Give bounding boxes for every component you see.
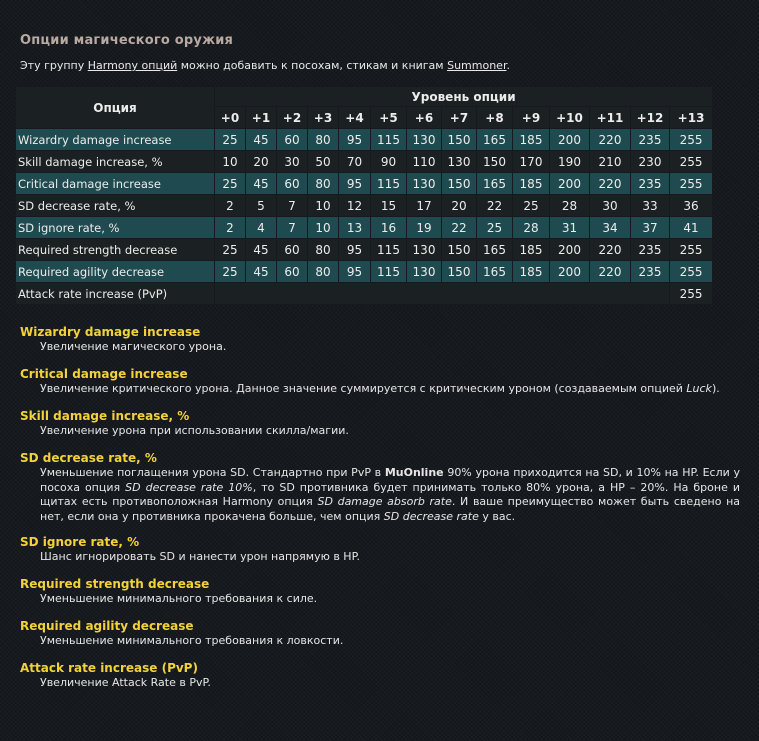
option-name-cell: SD ignore rate, % <box>16 217 215 239</box>
value-cell: 25 <box>215 129 246 151</box>
value-cell: 10 <box>308 195 339 217</box>
option-name-cell: Wizardry damage increase <box>16 129 215 151</box>
description-text: Увеличение Attack Rate в PvP. <box>40 676 211 689</box>
value-cell: 150 <box>442 239 477 261</box>
value-cell: 200 <box>550 261 590 283</box>
description-text: Уменьшение минимального требования к ловкости. <box>40 634 344 647</box>
value-cell: 130 <box>407 129 442 151</box>
value-cell: 25 <box>477 217 513 239</box>
description-text-part: Luck <box>686 382 712 395</box>
value-cell: 2 <box>215 217 246 239</box>
value-cell: 30 <box>590 195 631 217</box>
description-title: Attack rate increase (PvP) <box>20 661 198 675</box>
value-cell: 220 <box>590 261 631 283</box>
value-cell: 7 <box>277 195 308 217</box>
option-name-cell: Attack rate increase (PvP) <box>16 283 215 305</box>
value-cell: 12 <box>339 195 371 217</box>
value-cell: 37 <box>631 217 670 239</box>
value-cell: 60 <box>277 261 308 283</box>
value-cell: 45 <box>246 129 277 151</box>
option-column-header: Опция <box>16 87 215 129</box>
level-header: +5 <box>371 107 407 129</box>
value-cell: 95 <box>339 173 371 195</box>
value-cell: 22 <box>477 195 513 217</box>
option-name-cell: Skill damage increase, % <box>16 151 215 173</box>
value-cell: 20 <box>442 195 477 217</box>
value-cell: 150 <box>442 129 477 151</box>
description-text-part: . И ваше преимущество может быть сведено на нет, если она у противника прокачена больше, чем опция <box>40 495 741 523</box>
table-row <box>16 239 713 261</box>
description-block <box>20 577 740 607</box>
value-cell: 170 <box>513 151 550 173</box>
level-header: +3 <box>308 107 339 129</box>
value-cell: 90 <box>371 151 407 173</box>
value-cell: 220 <box>590 129 631 151</box>
description-text: Уменьшение минимального требования к силе. <box>40 592 318 605</box>
value-cell: 22 <box>442 217 477 239</box>
table-row <box>16 217 713 239</box>
value-cell: 200 <box>550 173 590 195</box>
value-cell: 130 <box>442 151 477 173</box>
description-text-part: SD decrease rate 10% <box>125 480 253 494</box>
value-cell: 185 <box>513 239 550 261</box>
option-name-cell: Required agility decrease <box>16 261 215 283</box>
table-row <box>16 129 713 151</box>
level-header: +10 <box>550 107 590 129</box>
value-cell: 110 <box>407 151 442 173</box>
level-header: +0 <box>215 107 246 129</box>
value-cell: 230 <box>631 151 670 173</box>
value-cell: 70 <box>339 151 371 173</box>
value-cell: 115 <box>371 129 407 151</box>
level-header: +1 <box>246 107 277 129</box>
value-cell: 255 <box>670 283 713 305</box>
table-row <box>16 195 713 217</box>
value-cell: 25 <box>513 195 550 217</box>
value-cell: 4 <box>246 217 277 239</box>
value-cell: 80 <box>308 261 339 283</box>
value-cell: 60 <box>277 173 308 195</box>
description-title: Required strength decrease <box>20 577 210 591</box>
description-title: Wizardry damage increase <box>20 325 201 339</box>
value-cell: 220 <box>590 173 631 195</box>
value-cell: 165 <box>477 239 513 261</box>
value-cell: 16 <box>371 217 407 239</box>
value-cell: 17 <box>407 195 442 217</box>
description-block <box>20 535 740 565</box>
empty-cell <box>215 283 670 305</box>
value-cell: 220 <box>590 239 631 261</box>
value-cell: 25 <box>215 173 246 195</box>
description-text: Шанс игнорировать SD и нанести урон напрямую в HP. <box>40 550 360 563</box>
description-text <box>20 466 740 524</box>
value-cell: 36 <box>670 195 713 217</box>
value-cell: 34 <box>590 217 631 239</box>
value-cell: 130 <box>407 239 442 261</box>
value-cell: 30 <box>277 151 308 173</box>
description-text-part: ). <box>711 382 720 395</box>
value-cell: 255 <box>670 173 713 195</box>
value-cell: 19 <box>407 217 442 239</box>
table-row <box>16 261 713 283</box>
description-text-part: SD damage absorb rate <box>317 495 452 508</box>
value-cell: 2 <box>215 195 246 217</box>
description-text: Увеличение магического урона. <box>40 340 227 353</box>
intro-middle: можно добавить к посохам, стикам и книгам <box>177 59 448 72</box>
intro-after: . <box>506 59 510 72</box>
value-cell: 185 <box>513 261 550 283</box>
value-cell: 80 <box>308 129 339 151</box>
value-cell: 150 <box>477 151 513 173</box>
level-header: +2 <box>277 107 308 129</box>
description-block <box>20 661 740 691</box>
value-cell: 7 <box>277 217 308 239</box>
value-cell: 28 <box>513 217 550 239</box>
level-header: +4 <box>339 107 371 129</box>
description-text-part: MuOnline <box>384 466 444 479</box>
value-cell: 130 <box>407 261 442 283</box>
value-cell: 25 <box>215 261 246 283</box>
value-cell: 235 <box>631 261 670 283</box>
level-header: +6 <box>407 107 442 129</box>
value-cell: 185 <box>513 173 550 195</box>
value-cell: 95 <box>339 261 371 283</box>
page <box>20 0 740 73</box>
description-block <box>20 451 740 524</box>
option-name-cell: SD decrease rate, % <box>16 195 215 217</box>
intro-before: Эту группу <box>20 59 88 72</box>
description-text-part: 90% урона приходится на SD, и 10% на HP. Если у посоха опция <box>40 466 740 494</box>
summoner-link[interactable]: Summoner <box>447 59 507 72</box>
description-text-part: SD decrease rate <box>383 509 479 523</box>
description-title: Critical damage increase <box>20 367 188 381</box>
description-title: Skill damage increase, % <box>20 409 190 423</box>
value-cell: 235 <box>631 129 670 151</box>
description-title: SD decrease rate, % <box>20 451 157 465</box>
value-cell: 10 <box>308 217 339 239</box>
option-name-cell: Critical damage increase <box>16 173 215 195</box>
level-header: +12 <box>631 107 670 129</box>
value-cell: 200 <box>550 129 590 151</box>
value-cell: 255 <box>670 151 713 173</box>
value-cell: 25 <box>215 239 246 261</box>
value-cell: 80 <box>308 173 339 195</box>
value-cell: 165 <box>477 129 513 151</box>
value-cell: 31 <box>550 217 590 239</box>
value-cell: 80 <box>308 239 339 261</box>
description-title: Required agility decrease <box>20 619 194 633</box>
value-cell: 45 <box>246 239 277 261</box>
level-column-header: Уровень опции <box>215 87 713 107</box>
table-row <box>16 151 713 173</box>
value-cell: 115 <box>371 173 407 195</box>
value-cell: 200 <box>550 239 590 261</box>
value-cell: 115 <box>371 239 407 261</box>
harmony-options-link[interactable]: Harmony опций <box>87 59 178 72</box>
value-cell: 150 <box>442 173 477 195</box>
value-cell: 165 <box>477 173 513 195</box>
page-title: Опции магического оружия <box>20 33 234 48</box>
value-cell: 20 <box>246 151 277 173</box>
value-cell: 60 <box>277 129 308 151</box>
value-cell: 28 <box>550 195 590 217</box>
value-cell: 45 <box>246 173 277 195</box>
description-text <box>20 382 740 397</box>
description-title: SD ignore rate, % <box>20 535 140 549</box>
value-cell: 33 <box>631 195 670 217</box>
level-header: +8 <box>477 107 513 129</box>
value-cell: 5 <box>246 195 277 217</box>
value-cell: 95 <box>339 129 371 151</box>
value-cell: 210 <box>590 151 631 173</box>
description-text-part: Увеличение критического урона. Данное значение суммируется с критическим уроном (создаваемым опцией <box>40 382 687 395</box>
value-cell: 150 <box>442 261 477 283</box>
value-cell: 50 <box>308 151 339 173</box>
value-cell: 185 <box>513 129 550 151</box>
value-cell: 60 <box>277 239 308 261</box>
description-text-part: Уменьшение поглащения урона SD. Стандартно при PvP в <box>40 466 385 479</box>
value-cell: 235 <box>631 239 670 261</box>
description-text: Увеличение урона при использовании скилла/магии. <box>40 424 349 437</box>
value-cell: 255 <box>670 261 713 283</box>
value-cell: 235 <box>631 173 670 195</box>
description-block <box>20 367 740 397</box>
value-cell: 45 <box>246 261 277 283</box>
table-body <box>16 129 713 305</box>
value-cell: 115 <box>371 261 407 283</box>
value-cell: 41 <box>670 217 713 239</box>
value-cell: 255 <box>670 239 713 261</box>
level-header: +7 <box>442 107 477 129</box>
value-cell: 255 <box>670 129 713 151</box>
value-cell: 130 <box>407 173 442 195</box>
harmony-options-table <box>15 86 713 305</box>
description-block <box>20 619 740 649</box>
value-cell: 10 <box>215 151 246 173</box>
description-text-part: у вас. <box>478 509 516 523</box>
description-block <box>20 325 740 355</box>
description-block <box>20 409 740 439</box>
level-header: +11 <box>590 107 631 129</box>
table-row <box>16 173 713 195</box>
option-name-cell: Required strength decrease <box>16 239 215 261</box>
level-header: +9 <box>513 107 550 129</box>
value-cell: 15 <box>371 195 407 217</box>
value-cell: 190 <box>550 151 590 173</box>
intro-text <box>20 59 740 73</box>
value-cell: 165 <box>477 261 513 283</box>
level-header: +13 <box>670 107 713 129</box>
value-cell: 13 <box>339 217 371 239</box>
value-cell: 95 <box>339 239 371 261</box>
table-row <box>16 283 713 305</box>
description-text-part: , то SD противника будет принимать только 80% урона, а HP – 20%. На броне и щитах есть противоположная Harmony опция <box>40 480 740 508</box>
